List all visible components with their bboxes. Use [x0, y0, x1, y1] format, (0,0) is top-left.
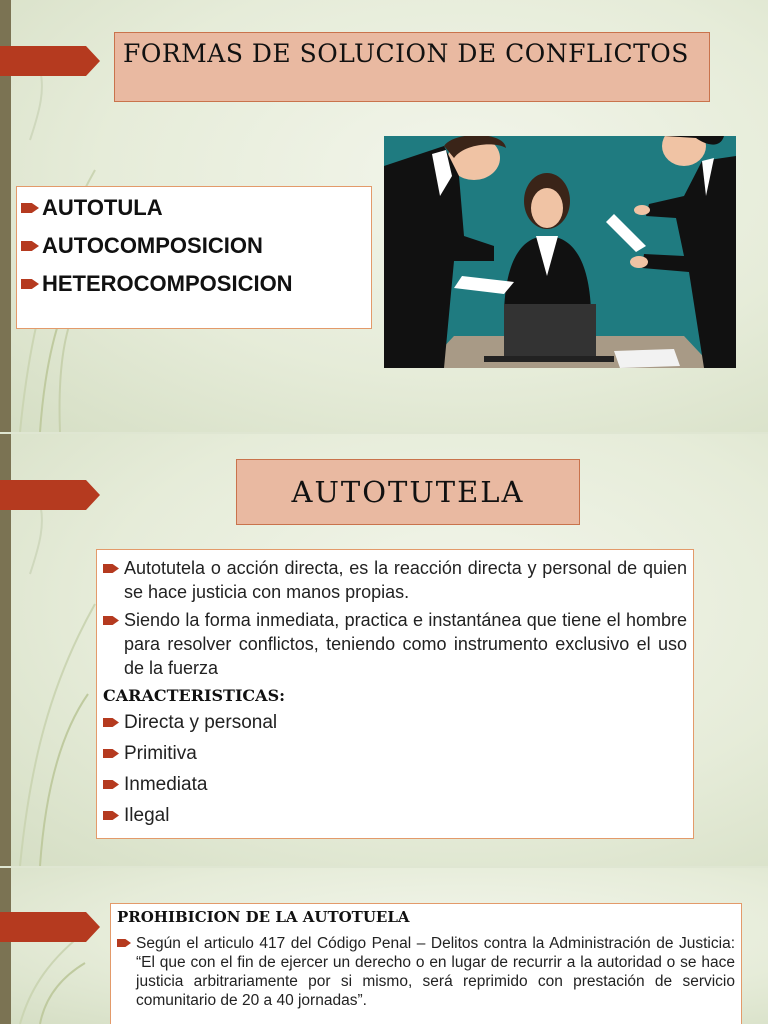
definition-paragraph: Siendo la forma inmediata, practica e instantánea que tiene el hombre para resolver conflictos, teniendo como instrumento exclusivo el uso de la fuerza — [103, 608, 687, 680]
definition-paragraph: Autotutela o acción directa, es la reacción directa y personal de quien se hace justicia con manos propias. — [103, 556, 687, 604]
prohibition-paragraph: Según el articulo 417 del Código Penal – Delitos contra la Administración de Justicia: “El que con el fin de ejercer un derecho o en lugar de recurrir a la autoridad o se hace justicia arbitrariamente por si mismo, será reprimido con prestación de servicio comunitario de 20 a 40 jornadas”. — [117, 934, 735, 1010]
list-item: Ilegal — [103, 800, 687, 831]
prohibition-box — [110, 903, 742, 1024]
autotutela-content-box — [96, 549, 694, 839]
slide-title-box — [236, 459, 580, 525]
arrow-bullet-icon — [103, 749, 119, 758]
slide-title: FORMAS DE SOLUCION DE CONFLICTOS — [123, 39, 689, 68]
list-item: AUTOCOMPOSICION — [21, 227, 367, 265]
list-item: AUTOTULA — [21, 189, 367, 227]
list-item: HETEROCOMPOSICION — [21, 265, 367, 303]
methods-list — [21, 189, 367, 303]
methods-list-box — [16, 186, 372, 329]
slide-3 — [0, 868, 768, 1024]
slide-arrow — [0, 46, 100, 76]
slide-title-box — [114, 32, 710, 102]
slide-1 — [0, 0, 768, 432]
slide-left-bar — [0, 868, 11, 1024]
characteristics-heading: CARACTERISTICAS: — [103, 686, 286, 705]
arrow-bullet-icon — [103, 780, 119, 789]
arrow-bullet-icon — [21, 241, 39, 251]
arrow-bullet-icon — [103, 564, 119, 573]
arrow-bullet-icon — [103, 718, 119, 727]
arrow-bullet-icon — [103, 616, 119, 625]
prohibition-heading: PROHIBICION DE LA AUTOTUELA — [117, 908, 410, 926]
slide-arrow — [0, 480, 100, 510]
slide-arrow — [0, 912, 100, 942]
slide-title: AUTOTUTELA — [291, 475, 525, 509]
slide-2 — [0, 434, 768, 866]
arrow-bullet-icon — [21, 203, 39, 213]
arrow-bullet-icon — [21, 279, 39, 289]
list-item: Primitiva — [103, 738, 687, 769]
office-conflict-illustration — [384, 136, 736, 368]
arrow-bullet-icon — [103, 811, 119, 820]
list-item: Directa y personal — [103, 707, 687, 738]
list-item: Inmediata — [103, 769, 687, 800]
arrow-bullet-icon — [117, 939, 131, 947]
